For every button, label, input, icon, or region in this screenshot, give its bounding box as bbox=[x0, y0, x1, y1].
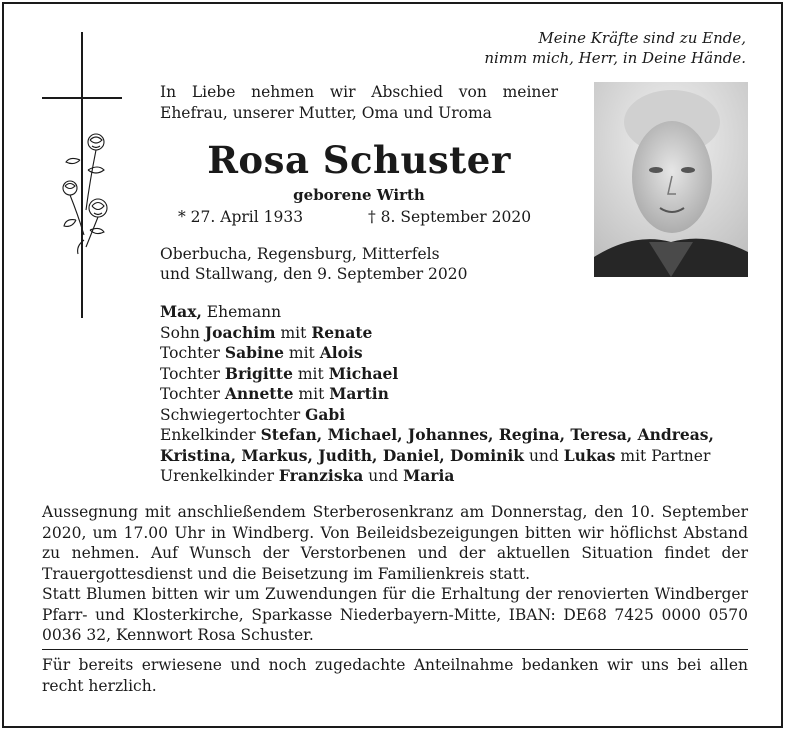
family-name: Lukas bbox=[563, 445, 616, 465]
family-text: mit Partner bbox=[615, 446, 711, 465]
family-text: und bbox=[524, 446, 564, 465]
family-name: Sabine bbox=[224, 343, 284, 362]
intro-text: In Liebe nehmen wir Abschied von meiner Ehefrau, unserer Mutter, Oma und Uroma bbox=[160, 83, 558, 122]
family-name: Gabi bbox=[305, 404, 346, 424]
family-name: Maria bbox=[403, 466, 455, 485]
death-date: † 8. September 2020 bbox=[368, 208, 532, 226]
family-name: Brigitte bbox=[224, 363, 293, 383]
family-line bbox=[160, 364, 720, 385]
family-line bbox=[160, 343, 720, 364]
family-text: mit bbox=[283, 344, 320, 362]
family-text: Ehemann bbox=[201, 303, 282, 321]
deceased-name: Rosa Schuster bbox=[207, 138, 511, 182]
family-text: mit bbox=[292, 364, 329, 383]
family-text: Schwiegertochter bbox=[160, 405, 306, 424]
donation-notice: Statt Blumen bitten wir um Zuwendungen für die Erhaltung der renovierten Windberger Pfarr- und Klosterkirche, Sparkasse Niederbayern-Mitte, IBAN: DE68 7425 0000 0570 0036 32, Kennwort Rosa Schuster. bbox=[42, 585, 748, 644]
family-line bbox=[160, 384, 720, 405]
family-line bbox=[160, 466, 720, 487]
family-list bbox=[160, 302, 720, 487]
family-name: Kristina, Markus, Judith, Daniel, Dominik bbox=[160, 445, 525, 465]
family-name: Michael bbox=[328, 363, 399, 383]
cross-with-roses-icon bbox=[40, 30, 130, 320]
place-line-2: und Stallwang, den 9. September 2020 bbox=[160, 265, 468, 283]
family-line bbox=[160, 405, 720, 426]
family-text: Tochter bbox=[160, 344, 225, 362]
motto-verse bbox=[484, 28, 746, 68]
maiden-name: geborene Wirth bbox=[293, 186, 425, 204]
family-name: Martin bbox=[329, 384, 389, 403]
family-text: Enkelkinder bbox=[160, 426, 261, 444]
family-line bbox=[160, 425, 720, 446]
family-line bbox=[160, 446, 720, 467]
thanks-notice: Für bereits erwiesene und noch zugedachte Anteilnahme bedanken wir uns bei allen recht herzlich. bbox=[42, 656, 748, 695]
family-name: Max, bbox=[160, 302, 202, 321]
motto-line-1: Meine Kräfte sind zu Ende, bbox=[538, 29, 746, 47]
place-line-1: Oberbucha, Regensburg, Mitterfels bbox=[160, 245, 440, 263]
family-name: Stefan, Michael, Johannes, Regina, Teresa, Andreas, bbox=[260, 425, 714, 444]
funeral-notice: Aussegnung mit anschließendem Sterberosenkranz am Donnerstag, den 10. September 2020, um 17.00 Uhr in Windberg. Von Beileidsbezeigungen bitten wir höflichst Abstand zu nehmen. Auf Wunsch der Verstorbenen und der aktuellen Situation findet der Trauergottesdienst und die Beisetzung im Familienkreis statt. bbox=[42, 503, 748, 583]
family-text: Tochter bbox=[160, 364, 225, 383]
family-name: Annette bbox=[224, 384, 294, 403]
family-name: Joachim bbox=[204, 322, 276, 342]
divider bbox=[42, 649, 748, 650]
birth-date: * 27. April 1933 bbox=[178, 208, 304, 226]
family-name: Alois bbox=[319, 343, 363, 362]
family-text: Tochter bbox=[160, 385, 225, 403]
motto-line-2: nimm mich, Herr, in Deine Hände. bbox=[484, 49, 746, 67]
family-name: Franziska bbox=[278, 466, 364, 485]
family-line bbox=[160, 323, 720, 344]
family-text: Sohn bbox=[160, 323, 205, 342]
portrait-photo bbox=[594, 82, 748, 277]
family-text: mit bbox=[293, 385, 330, 403]
family-text: und bbox=[363, 467, 404, 485]
family-line bbox=[160, 302, 720, 323]
family-text: Urenkelkinder bbox=[160, 467, 279, 485]
family-name: Renate bbox=[311, 322, 373, 342]
place-date bbox=[160, 244, 468, 284]
family-text: mit bbox=[275, 323, 312, 342]
